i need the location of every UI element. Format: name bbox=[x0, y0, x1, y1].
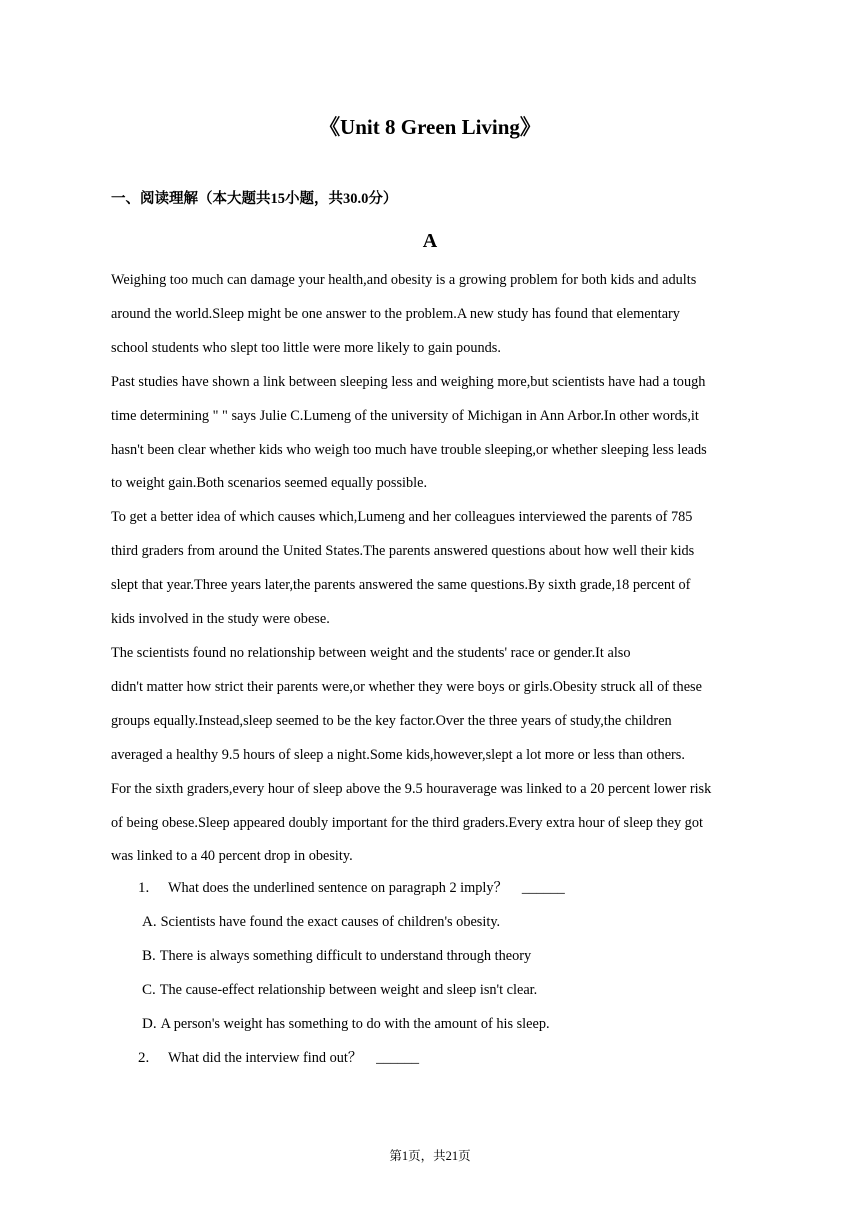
passage-line: For the sixth graders,every hour of sleep above the 9.5 houraverage was linked to a 20 percent lower risk bbox=[111, 780, 712, 797]
answer-option-c bbox=[138, 974, 758, 1008]
question-number: 1. bbox=[138, 880, 150, 896]
passage-line: To get a better idea of which causes which,Lumeng and her colleagues interviewed the parents of 785 bbox=[111, 509, 693, 526]
passage-line: slept that year.Three years later,the parents answered the same questions.By sixth grade,18 percent of bbox=[111, 577, 691, 594]
question-list bbox=[138, 872, 758, 1075]
passage-line: school students who slept too little were more likely to gain pounds. bbox=[111, 339, 501, 356]
answer-option-d bbox=[138, 1008, 758, 1042]
answer-option-b bbox=[138, 940, 758, 974]
passage-line: kids involved in the study were obese. bbox=[111, 611, 330, 628]
reading-passage bbox=[111, 264, 751, 874]
passage-line: hasn't been clear whether kids who weigh too much have trouble sleeping,or whether sleeping less leads bbox=[111, 441, 707, 458]
document-title: 《Unit 8 Green Living》 bbox=[319, 115, 541, 139]
answer-option-a bbox=[138, 906, 758, 940]
passage-line: groups equally.Instead,sleep seemed to be the key factor.Over the three years of study,the children bbox=[111, 712, 672, 729]
option-letter: C. bbox=[142, 981, 156, 998]
passage-line: of being obese.Sleep appeared doubly important for the third graders.Every extra hour of sleep they got bbox=[111, 814, 703, 831]
question-text: What does the underlined sentence on paragraph 2 imply？ bbox=[168, 880, 508, 896]
passage-line: third graders from around the United States.The parents answered questions about how well their kids bbox=[111, 543, 695, 560]
option-letter: B. bbox=[142, 947, 156, 964]
answer-blank: ______ bbox=[376, 1049, 420, 1066]
passage-line: around the world.Sleep might be one answer to the problem.A new study has found that elementary bbox=[111, 305, 680, 322]
option-text: A person's weight has something to do with the amount of his sleep. bbox=[160, 1015, 550, 1032]
passage-line: to weight gain.Both scenarios seemed equally possible. bbox=[111, 475, 428, 492]
option-letter: D. bbox=[142, 1015, 157, 1032]
passage-line: was linked to a 40 percent drop in obesity. bbox=[111, 848, 353, 865]
passage-label: A bbox=[422, 230, 438, 252]
question-1 bbox=[138, 872, 758, 906]
passage-line: time determining " " says Julie C.Lumeng of the university of Michigan in Ann Arbor.In other words,it bbox=[111, 407, 699, 424]
passage-line: Past studies have shown a link between sleeping less and weighing more,but scientists have had a tough bbox=[111, 373, 706, 390]
option-text: The cause-effect relationship between weight and sleep isn't clear. bbox=[159, 981, 538, 998]
passage-line: averaged a healthy 9.5 hours of sleep a night.Some kids,however,slept a lot more or less than others. bbox=[111, 746, 685, 763]
passage-line: didn't matter how strict their parents were,or whether they were boys or girls.Obesity struck all of these bbox=[111, 678, 702, 695]
answer-blank: ______ bbox=[521, 880, 565, 896]
passage-line: Weighing too much can damage your health,and obesity is a growing problem for both kids and adults bbox=[111, 272, 697, 288]
option-text: There is always something difficult to understand through theory bbox=[159, 947, 532, 964]
question-number: 2. bbox=[138, 1049, 150, 1066]
question-text: What did the interview find out？ bbox=[168, 1049, 363, 1066]
page-footer: 第1页，共21页 bbox=[389, 1149, 471, 1163]
section-heading: 一、阅读理解（本大题共15小题，共30.0分） bbox=[111, 191, 398, 207]
option-text: Scientists have found the exact causes of children's obesity. bbox=[160, 913, 501, 930]
question-2 bbox=[138, 1042, 758, 1076]
option-letter: A. bbox=[142, 913, 157, 930]
passage-line: The scientists found no relationship between weight and the students' race or gender.It also bbox=[111, 644, 631, 661]
